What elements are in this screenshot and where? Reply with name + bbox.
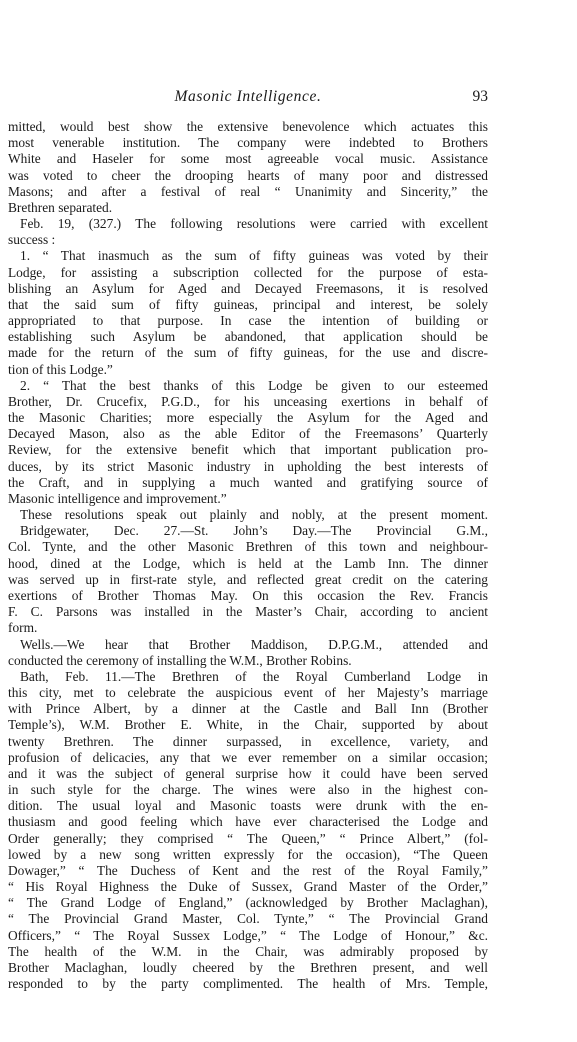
text-line: Order generally; they comprised “ The Queen,” “ Prince Albert,” (fol- <box>8 830 488 846</box>
text-line: Bridgewater, Dec. 27.—St. John’s Day.—The Provincial G.M., <box>20 523 488 539</box>
text-line: Brother, Dr. Crucefix, P.G.D., for his unceasing exertions in behalf of <box>8 393 488 409</box>
text-line: “ The Grand Lodge of England,” (acknowledged by Brother Maclaghan), <box>8 895 488 911</box>
text-line: “ His Royal Highness the Duke of Sussex, Grand Master of the Order,” <box>8 879 488 895</box>
text-line: twenty Brethren. The dinner surpassed, in excellence, variety, and <box>8 733 488 749</box>
text-line: Bath, Feb. 11.—The Brethren of the Royal Cumberland Lodge in <box>20 668 488 684</box>
text-line: was served up in first-rate style, and reflected great credit on the catering <box>8 571 488 587</box>
text-line: lowed by a new song written expressly for the occasion), “The Queen <box>8 846 488 862</box>
text-line: establishing such Asylum be abandoned, that application should be <box>8 329 488 345</box>
running-title: Masonic Intelligence. <box>174 88 322 105</box>
text-line: Brethren separated. <box>8 199 113 215</box>
text-line: duces, by its strict Masonic industry in upholding the best interests of <box>8 458 488 474</box>
text-line: appropriated to that purpose. In case the intention of building or <box>8 313 488 329</box>
text-line: most venerable institution. The company were indebted to Brothers <box>8 135 488 151</box>
text-line: 2. “ That the best thanks of this Lodge be given to our esteemed <box>20 377 488 393</box>
text-line: The health of the W.M. in the Chair, was admirably proposed by <box>8 943 488 959</box>
running-head <box>8 86 488 108</box>
text-line: with Prince Albert, by a dinner at the Castle and Ball Inn (Brother <box>8 701 488 717</box>
text-line: that the said sum of fifty guineas, principal and interest, be solely <box>8 296 488 312</box>
text-line: White and Haseler for some most agreeable vocal music. Assistance <box>8 151 488 167</box>
text-line: 1. “ That inasmuch as the sum of fifty guineas was voted by their <box>20 248 488 264</box>
text-line: form. <box>8 620 38 636</box>
text-line: was voted to cheer the drooping hearts of many poor and distressed <box>8 167 488 183</box>
text-line: the Masonic Charities; more especially the Asylum for the Aged and <box>8 410 488 426</box>
text-line: conducted the ceremony of installing the W.M., Brother Robins. <box>8 652 352 668</box>
text-line: Masonic intelligence and improvement.” <box>8 490 227 506</box>
text-line: in such style for the charge. The wines were also in the highest con- <box>8 782 488 798</box>
text-line: Decayed Mason, also as the able Editor of the Freemasons’ Quarterly <box>8 426 488 442</box>
text-line: tion of this Lodge.” <box>8 361 113 377</box>
text-line: profusion of delicacies, any that we ever remember on a similar occasion; <box>8 749 488 765</box>
text-line: Wells.—We hear that Brother Maddison, D.P.G.M., attended and <box>20 636 488 652</box>
text-line: blishing an Asylum for Aged and Decayed Freemasons, it is resolved <box>8 280 488 296</box>
text-line: Officers,” “ The Royal Sussex Lodge,” “ The Lodge of Honour,” &c. <box>8 927 488 943</box>
text-line: made for the return of the sum of fifty guineas, for the use and discre- <box>8 345 488 361</box>
text-line: Brother Maclaghan, loudly cheered by the Brethren present, and well <box>8 959 488 975</box>
text-line: the Craft, and in supplying a much wanted and gratifying source of <box>8 474 488 490</box>
text-line: success : <box>8 232 56 248</box>
text-line: Temple’s), W.M. Brother E. White, in the Chair, supported by about <box>8 717 488 733</box>
text-line: “ The Provincial Grand Master, Col. Tynte,” “ The Provincial Grand <box>8 911 488 927</box>
text-line: These resolutions speak out plainly and nobly, at the present moment. <box>20 507 488 523</box>
text-line: dition. The usual loyal and Masonic toasts were drunk with the en- <box>8 798 488 814</box>
text-line: Dowager,” “ The Duchess of Kent and the rest of the Royal Family,” <box>8 862 488 878</box>
text-line: mitted, would best show the extensive benevolence which actuates this <box>8 119 488 134</box>
text-line: this city, met to celebrate the auspicious event of her Majesty’s marriage <box>8 685 488 701</box>
page-number: 93 <box>472 88 488 105</box>
text-line: responded to by the party complimented. The health of Mrs. Temple, <box>8 976 488 992</box>
text-line: exertions of Brother Thomas May. On this occasion the Rev. Francis <box>8 587 488 603</box>
text-line: Masons; and after a festival of real “ Unanimity and Sincerity,” the <box>8 183 488 199</box>
text-line: hood, dined at the Lodge, which is held at the Lamb Inn. The dinner <box>8 555 488 571</box>
text-line: and it was the subject of general surprise how it could have been served <box>8 765 488 781</box>
text-line: Col. Tynte, and the other Masonic Brethren of this town and neighbour- <box>8 539 488 555</box>
text-line: Review, for the extensive benefit which that important publication pro- <box>8 442 488 458</box>
text-line: Feb. 19, (327.) The following resolutions were carried with excellent <box>20 216 488 232</box>
body-text <box>8 119 488 992</box>
text-line: Lodge, for assisting a subscription collected for the purpose of esta- <box>8 264 488 280</box>
text-line: thusiasm and good feeling which have ever characterised the Lodge and <box>8 814 488 830</box>
text-line: F. C. Parsons was installed in the Master’s Chair, according to ancient <box>8 604 488 620</box>
